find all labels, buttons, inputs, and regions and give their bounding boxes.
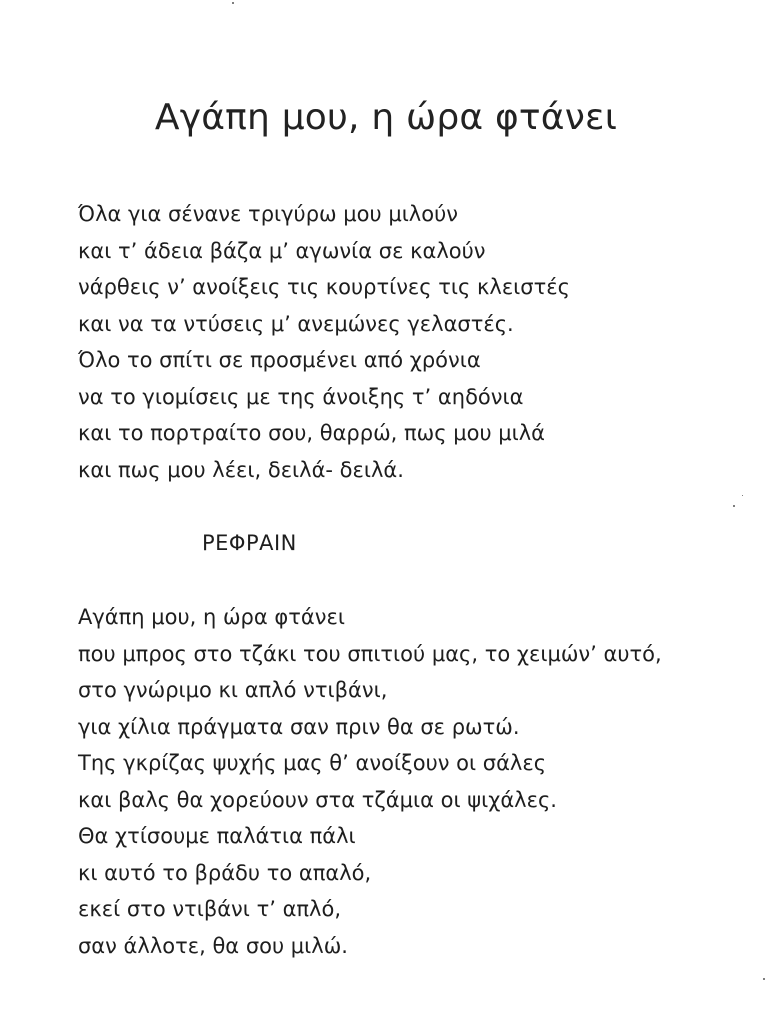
verse-line: Θα χτίσουμε παλάτια πάλι	[78, 824, 356, 848]
refrain-heading: ΡΕΦΡΑΙΝ	[202, 531, 297, 555]
verse-line: νάρθεις ν’ ανοίξεις τις κουρτίνες τις κλειστές	[78, 275, 570, 299]
verse-line: και τ’ άδεια βάζα μ’ αγωνία σε καλούν	[78, 238, 486, 263]
verse-line: να το γιομίσεις με της άνοιξης τ’ αηδόνια	[78, 384, 524, 409]
verse-1	[78, 196, 758, 488]
song-title: Αγάπη μου, η ώρα φτάνει	[154, 97, 618, 139]
verse-line: σαν άλλοτε, θα σου μιλώ.	[78, 933, 348, 958]
verse-line: και πως μου λέει, δειλά- δειλά.	[78, 457, 404, 482]
scan-speck	[232, 2, 234, 4]
verse-line: εκεί στο ντιβάνι τ’ απλό,	[78, 897, 342, 921]
scan-speck	[733, 505, 735, 507]
verse-line: και να τα ντύσεις μ’ ανεμώνες γελαστές.	[78, 311, 514, 336]
scan-speck	[763, 978, 765, 980]
verse-line: και το πορτραίτο σου, θαρρώ, πως μου μιλά	[78, 421, 546, 445]
verse-line: για χίλια πράγματα σαν πριν θα σε ρωτώ.	[78, 714, 520, 739]
verse-line: Της γκρίζας ψυχής μας θ’ ανοίξουν οι σάλες	[78, 751, 547, 775]
verse-line: στο γνώριμο κι απλό ντιβάνι,	[78, 678, 388, 702]
refrain-verse	[78, 599, 758, 964]
verse-line: Όλα για σένανε τριγύρω μου μιλούν	[78, 202, 458, 226]
verse-line: Αγάπη μου, η ώρα φτάνει	[78, 605, 345, 629]
verse-line: Όλο το σπίτι σε προσμένει από χρόνια	[78, 348, 481, 372]
verse-line: και βαλς θα χορεύουν στα τζάμια οι ψιχάλες.	[78, 787, 557, 812]
verse-line: κι αυτό το βράδυ το απαλό,	[78, 860, 372, 885]
verse-line: που μπρος στο τζάκι του σπιτιού μας, το χειμών’ αυτό,	[78, 641, 662, 666]
scan-speck	[742, 495, 743, 496]
